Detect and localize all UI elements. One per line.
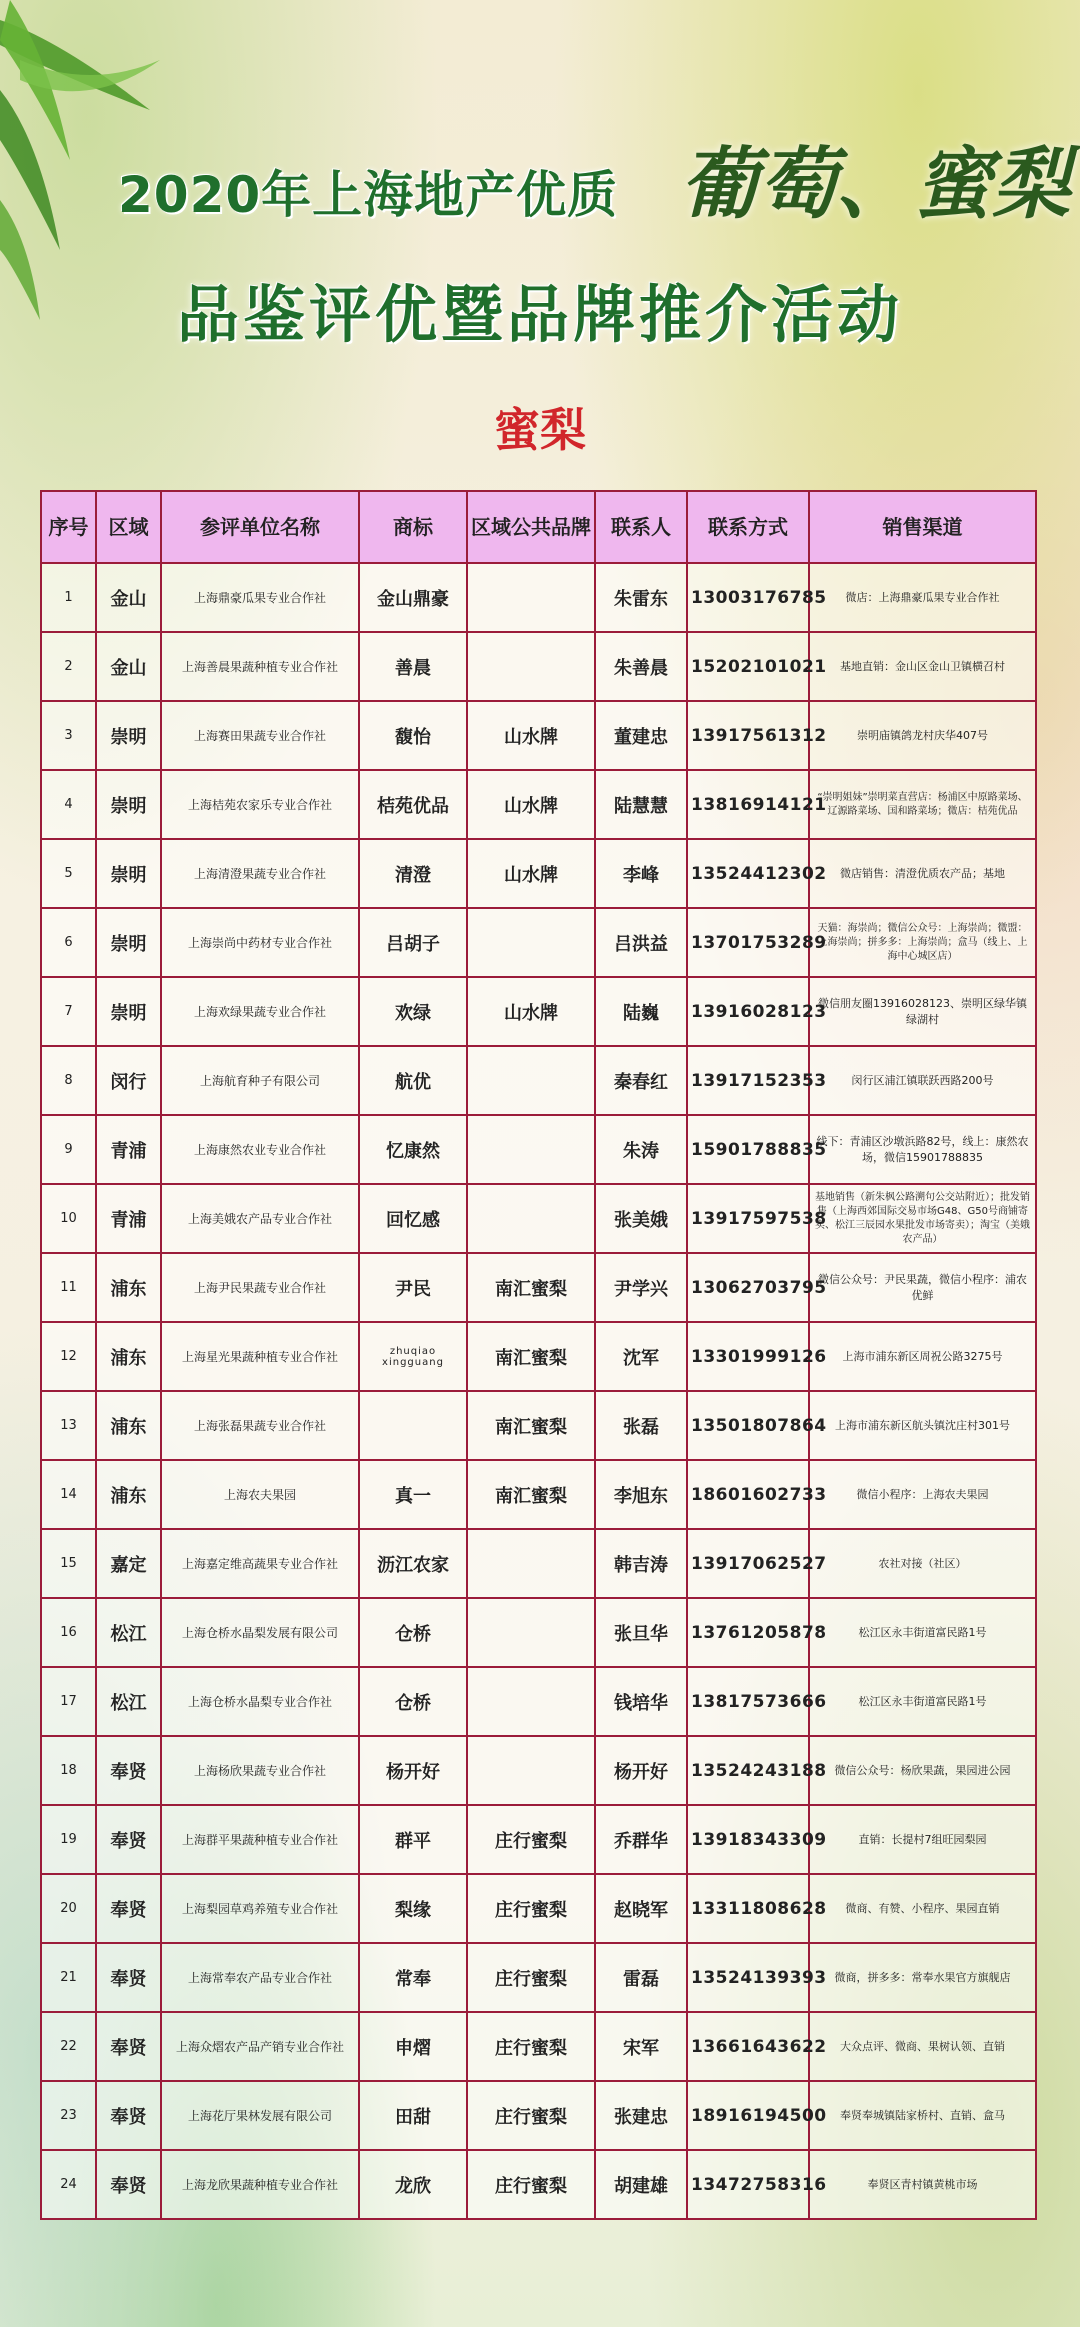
table-row	[41, 1598, 1036, 1667]
table-row	[41, 1736, 1036, 1805]
row-area: 奉贤	[96, 2081, 161, 2150]
row-number: 16	[41, 1598, 96, 1667]
row-public-brand: 庄行蜜梨	[467, 2012, 595, 2081]
row-sales-channel: 大众点评、微商、果树认领、直销	[809, 2012, 1036, 2081]
table-row	[41, 1115, 1036, 1184]
row-sales-channel: 奉贤区青村镇黄桃市场	[809, 2150, 1036, 2219]
row-public-brand: 庄行蜜梨	[467, 1805, 595, 1874]
table-row	[41, 2150, 1036, 2219]
row-unit-name: 上海星光果蔬种植专业合作社	[161, 1322, 359, 1391]
row-phone: 13661643622	[687, 2012, 809, 2081]
row-phone: 13918343309	[687, 1805, 809, 1874]
row-contact-person: 沈军	[595, 1322, 687, 1391]
row-public-brand	[467, 1736, 595, 1805]
table-row	[41, 632, 1036, 701]
row-unit-name: 上海尹民果蔬专业合作社	[161, 1253, 359, 1322]
row-number: 24	[41, 2150, 96, 2219]
row-area: 金山	[96, 632, 161, 701]
row-phone: 13701753289	[687, 908, 809, 977]
title-line-2: 品鉴评优暨品牌推介活动	[176, 278, 903, 351]
row-number: 22	[41, 2012, 96, 2081]
row-contact-person: 雷磊	[595, 1943, 687, 2012]
row-sales-channel: 天猫：海崇尚；微信公众号：上海崇尚；微盟：上海崇尚；拼多多：上海崇尚；盒马（线上、上海中心城区店）	[809, 908, 1036, 977]
row-sales-channel: 微信公众号：尹民果蔬，微信小程序：浦农优鲜	[809, 1253, 1036, 1322]
row-number: 15	[41, 1529, 96, 1598]
row-sales-channel: 微商，拼多多：常奉水果官方旗舰店	[809, 1943, 1036, 2012]
row-phone: 13917062527	[687, 1529, 809, 1598]
row-sales-channel: 闵行区浦江镇联跃西路200号	[809, 1046, 1036, 1115]
row-brand: 仓桥	[359, 1667, 467, 1736]
row-number: 13	[41, 1391, 96, 1460]
row-number: 7	[41, 977, 96, 1046]
row-phone: 18601602733	[687, 1460, 809, 1529]
row-number: 9	[41, 1115, 96, 1184]
col-header-area: 区域	[96, 491, 161, 563]
row-unit-name: 上海梨园草鸡养殖专业合作社	[161, 1874, 359, 1943]
row-contact-person: 张旦华	[595, 1598, 687, 1667]
row-public-brand: 南汇蜜梨	[467, 1322, 595, 1391]
row-brand: 航优	[359, 1046, 467, 1115]
row-phone: 13917152353	[687, 1046, 809, 1115]
col-header-brand: 商标	[359, 491, 467, 563]
row-number: 10	[41, 1184, 96, 1253]
row-phone: 13761205878	[687, 1598, 809, 1667]
row-unit-name: 上海康然农业专业合作社	[161, 1115, 359, 1184]
table-row	[41, 563, 1036, 632]
row-number: 4	[41, 770, 96, 839]
row-sales-channel: “崇明姐妹”崇明菜直营店：杨浦区中原路菜场、辽源路菜场、国和路菜场；微店：桔苑优品	[809, 770, 1036, 839]
row-unit-name: 上海清澄果蔬专业合作社	[161, 839, 359, 908]
row-brand: 常奉	[359, 1943, 467, 2012]
row-unit-name: 上海花厅果林发展有限公司	[161, 2081, 359, 2150]
row-sales-channel: 松江区永丰街道富民路1号	[809, 1598, 1036, 1667]
col-header-public-brand: 区域公共品牌	[467, 491, 595, 563]
row-area: 奉贤	[96, 2150, 161, 2219]
row-unit-name: 上海杨欣果蔬专业合作社	[161, 1736, 359, 1805]
row-brand: 群平	[359, 1805, 467, 1874]
row-public-brand	[467, 1667, 595, 1736]
row-public-brand: 庄行蜜梨	[467, 1874, 595, 1943]
row-sales-channel: 基地销售（新朱枫公路溯句公交站附近）；批发销售（上海西郊国际交易市场G48、G50号商铺寄卖、松江三辰园水果批发市场寄卖）；淘宝（美娥农产品）	[809, 1184, 1036, 1253]
row-unit-name: 上海群平果蔬种植专业合作社	[161, 1805, 359, 1874]
row-brand: 清澄	[359, 839, 467, 908]
row-number: 5	[41, 839, 96, 908]
row-sales-channel: 上海市浦东新区航头镇沈庄村301号	[809, 1391, 1036, 1460]
row-area: 奉贤	[96, 1874, 161, 1943]
row-number: 23	[41, 2081, 96, 2150]
row-phone: 13916028123	[687, 977, 809, 1046]
row-area: 金山	[96, 563, 161, 632]
row-unit-name: 上海赛田果蔬专业合作社	[161, 701, 359, 770]
row-area: 闵行	[96, 1046, 161, 1115]
participants-table	[40, 490, 1037, 2220]
row-phone: 13472758316	[687, 2150, 809, 2219]
row-contact-person: 张美娥	[595, 1184, 687, 1253]
row-unit-name: 上海嘉定维高蔬果专业合作社	[161, 1529, 359, 1598]
row-contact-person: 吕洪益	[595, 908, 687, 977]
row-contact-person: 陆慧慧	[595, 770, 687, 839]
row-contact-person: 朱涛	[595, 1115, 687, 1184]
row-brand: 真一	[359, 1460, 467, 1529]
row-area: 浦东	[96, 1253, 161, 1322]
row-phone: 13062703795	[687, 1253, 809, 1322]
row-brand: 尹民	[359, 1253, 467, 1322]
table-row	[41, 1253, 1036, 1322]
row-area: 奉贤	[96, 1736, 161, 1805]
row-area: 青浦	[96, 1184, 161, 1253]
col-header-channel: 销售渠道	[809, 491, 1036, 563]
row-sales-channel: 微店销售：清澄优质农产品；基地	[809, 839, 1036, 908]
row-sales-channel: 线下：青浦区沙墩浜路82号，线上：康然农场，微信15901788835	[809, 1115, 1036, 1184]
row-phone: 13301999126	[687, 1322, 809, 1391]
table-row	[41, 1874, 1036, 1943]
row-unit-name: 上海仓桥水晶梨发展有限公司	[161, 1598, 359, 1667]
row-sales-channel: 微信公众号：杨欣果蔬，果园进公园	[809, 1736, 1036, 1805]
row-phone: 13524412302	[687, 839, 809, 908]
row-public-brand: 山水牌	[467, 701, 595, 770]
row-number: 6	[41, 908, 96, 977]
table-row	[41, 1184, 1036, 1253]
row-brand: 申熠	[359, 2012, 467, 2081]
row-phone: 13003176785	[687, 563, 809, 632]
row-brand	[359, 1391, 467, 1460]
row-public-brand: 庄行蜜梨	[467, 2150, 595, 2219]
table-row	[41, 770, 1036, 839]
row-contact-person: 张建忠	[595, 2081, 687, 2150]
row-number: 2	[41, 632, 96, 701]
row-unit-name: 上海常奉农产品专业合作社	[161, 1943, 359, 2012]
row-contact-person: 韩吉涛	[595, 1529, 687, 1598]
row-brand: 回忆感	[359, 1184, 467, 1253]
row-public-brand	[467, 908, 595, 977]
row-public-brand: 庄行蜜梨	[467, 2081, 595, 2150]
row-contact-person: 乔群华	[595, 1805, 687, 1874]
table-row	[41, 1805, 1036, 1874]
row-brand: 杨开好	[359, 1736, 467, 1805]
row-sales-channel: 松江区永丰街道富民路1号	[809, 1667, 1036, 1736]
row-contact-person: 秦春红	[595, 1046, 687, 1115]
row-phone: 15901788835	[687, 1115, 809, 1184]
row-number: 14	[41, 1460, 96, 1529]
row-phone: 13524243188	[687, 1736, 809, 1805]
row-contact-person: 宋军	[595, 2012, 687, 2081]
row-area: 崇明	[96, 908, 161, 977]
col-header-contact: 联系人	[595, 491, 687, 563]
row-unit-name: 上海善晨果蔬种植专业合作社	[161, 632, 359, 701]
row-number: 1	[41, 563, 96, 632]
table-header-row	[41, 491, 1036, 563]
row-contact-person: 尹学兴	[595, 1253, 687, 1322]
row-number: 21	[41, 1943, 96, 2012]
row-public-brand	[467, 563, 595, 632]
row-number: 11	[41, 1253, 96, 1322]
row-unit-name: 上海众熠农产品产销专业合作社	[161, 2012, 359, 2081]
row-contact-person: 杨开好	[595, 1736, 687, 1805]
row-sales-channel: 微信小程序：上海农夫果园	[809, 1460, 1036, 1529]
row-unit-name: 上海张磊果蔬专业合作社	[161, 1391, 359, 1460]
row-sales-channel: 微商、有赞、小程序、果园直销	[809, 1874, 1036, 1943]
row-area: 崇明	[96, 839, 161, 908]
col-header-no: 序号	[41, 491, 96, 563]
poster-header	[0, 0, 1080, 470]
row-public-brand: 南汇蜜梨	[467, 1391, 595, 1460]
row-contact-person: 董建忠	[595, 701, 687, 770]
row-sales-channel: 崇明庙镇鸽龙村庆华407号	[809, 701, 1036, 770]
row-public-brand: 南汇蜜梨	[467, 1460, 595, 1529]
row-public-brand: 南汇蜜梨	[467, 1253, 595, 1322]
row-unit-name: 上海航育种子有限公司	[161, 1046, 359, 1115]
row-unit-name: 上海崇尚中药材专业合作社	[161, 908, 359, 977]
row-unit-name: 上海欢绿果蔬专业合作社	[161, 977, 359, 1046]
row-public-brand: 山水牌	[467, 839, 595, 908]
title-line-1: 2020年上海地产优质	[118, 166, 619, 224]
row-brand: 仓桥	[359, 1598, 467, 1667]
row-phone: 13311808628	[687, 1874, 809, 1943]
col-header-phone: 联系方式	[687, 491, 809, 563]
table-row	[41, 1046, 1036, 1115]
row-contact-person: 张磊	[595, 1391, 687, 1460]
row-public-brand: 庄行蜜梨	[467, 1943, 595, 2012]
row-contact-person: 李旭东	[595, 1460, 687, 1529]
row-area: 浦东	[96, 1391, 161, 1460]
row-sales-channel: 上海市浦东新区周祝公路3275号	[809, 1322, 1036, 1391]
row-area: 松江	[96, 1598, 161, 1667]
row-sales-channel: 微店：上海鼎豪瓜果专业合作社	[809, 563, 1036, 632]
table-row	[41, 1667, 1036, 1736]
table-row	[41, 2081, 1036, 2150]
row-number: 12	[41, 1322, 96, 1391]
table-row	[41, 977, 1036, 1046]
row-unit-name: 上海桔苑农家乐专业合作社	[161, 770, 359, 839]
row-public-brand	[467, 1184, 595, 1253]
table-row	[41, 1391, 1036, 1460]
row-brand: 田甜	[359, 2081, 467, 2150]
table-row	[41, 1943, 1036, 2012]
row-contact-person: 赵晓军	[595, 1874, 687, 1943]
row-area: 浦东	[96, 1322, 161, 1391]
row-public-brand	[467, 1046, 595, 1115]
row-number: 17	[41, 1667, 96, 1736]
row-unit-name: 上海龙欣果蔬种植专业合作社	[161, 2150, 359, 2219]
row-sales-channel: 直销：长提村7组旺园梨园	[809, 1805, 1036, 1874]
category-subtitle: 蜜梨	[494, 403, 586, 457]
row-number: 18	[41, 1736, 96, 1805]
row-number: 19	[41, 1805, 96, 1874]
row-phone: 13917561312	[687, 701, 809, 770]
row-public-brand	[467, 632, 595, 701]
row-number: 20	[41, 1874, 96, 1943]
row-phone: 13524139393	[687, 1943, 809, 2012]
row-contact-person: 朱善晨	[595, 632, 687, 701]
table-row	[41, 1322, 1036, 1391]
row-phone: 13917597538	[687, 1184, 809, 1253]
row-brand: 欢绿	[359, 977, 467, 1046]
row-brand: 善晨	[359, 632, 467, 701]
row-public-brand	[467, 1529, 595, 1598]
row-contact-person: 胡建雄	[595, 2150, 687, 2219]
row-sales-channel: 微信朋友圈13916028123、崇明区绿华镇绿湖村	[809, 977, 1036, 1046]
table-row	[41, 908, 1036, 977]
row-brand: 忆康然	[359, 1115, 467, 1184]
row-area: 松江	[96, 1667, 161, 1736]
row-brand: zhuqiao xingguang	[359, 1322, 467, 1391]
row-area: 奉贤	[96, 1805, 161, 1874]
row-brand: 馥怡	[359, 701, 467, 770]
row-public-brand: 山水牌	[467, 770, 595, 839]
calligraphy-title: 葡萄、蜜梨	[680, 139, 1071, 230]
row-sales-channel: 基地直销：金山区金山卫镇横召村	[809, 632, 1036, 701]
table-row	[41, 701, 1036, 770]
row-phone: 18916194500	[687, 2081, 809, 2150]
col-header-unit: 参评单位名称	[161, 491, 359, 563]
row-unit-name: 上海农夫果园	[161, 1460, 359, 1529]
row-phone: 15202101021	[687, 632, 809, 701]
row-brand: 桔苑优品	[359, 770, 467, 839]
row-number: 8	[41, 1046, 96, 1115]
row-public-brand	[467, 1115, 595, 1184]
row-area: 浦东	[96, 1460, 161, 1529]
row-public-brand: 山水牌	[467, 977, 595, 1046]
row-brand: 吕胡子	[359, 908, 467, 977]
row-sales-channel: 奉贤奉城镇陆家桥村、直销、盒马	[809, 2081, 1036, 2150]
row-public-brand	[467, 1598, 595, 1667]
row-brand: 沥江农家	[359, 1529, 467, 1598]
row-brand: 梨缘	[359, 1874, 467, 1943]
row-unit-name: 上海仓桥水晶梨专业合作社	[161, 1667, 359, 1736]
row-contact-person: 李峰	[595, 839, 687, 908]
row-area: 崇明	[96, 701, 161, 770]
row-phone: 13816914121	[687, 770, 809, 839]
table-row	[41, 839, 1036, 908]
row-area: 崇明	[96, 770, 161, 839]
row-contact-person: 陆巍	[595, 977, 687, 1046]
row-unit-name: 上海鼎豪瓜果专业合作社	[161, 563, 359, 632]
row-brand: 金山鼎豪	[359, 563, 467, 632]
row-phone: 13501807864	[687, 1391, 809, 1460]
row-number: 3	[41, 701, 96, 770]
table-row	[41, 2012, 1036, 2081]
row-phone: 13817573666	[687, 1667, 809, 1736]
row-area: 奉贤	[96, 1943, 161, 2012]
row-sales-channel: 农社对接（社区）	[809, 1529, 1036, 1598]
row-area: 崇明	[96, 977, 161, 1046]
row-contact-person: 钱培华	[595, 1667, 687, 1736]
row-brand: 龙欣	[359, 2150, 467, 2219]
table-row	[41, 1460, 1036, 1529]
row-area: 嘉定	[96, 1529, 161, 1598]
row-area: 奉贤	[96, 2012, 161, 2081]
row-area: 青浦	[96, 1115, 161, 1184]
table-row	[41, 1529, 1036, 1598]
row-unit-name: 上海美娥农产品专业合作社	[161, 1184, 359, 1253]
row-contact-person: 朱雷东	[595, 563, 687, 632]
